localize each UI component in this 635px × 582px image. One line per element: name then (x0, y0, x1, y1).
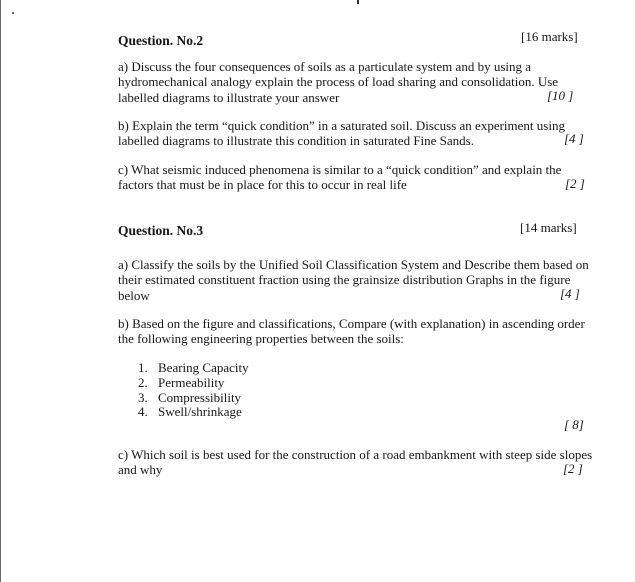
top-tick-mark (357, 0, 359, 4)
q2b-mark: [4 ] (564, 131, 584, 146)
q2a-line3: labelled diagrams to illustrate your answer (118, 90, 340, 105)
q3b-line2: the following engineering properties between the soils: (118, 331, 404, 346)
q3a-mark: [4 ] (560, 286, 580, 301)
list-item-text: Bearing Capacity (158, 360, 249, 375)
q2c-mark: [2 ] (565, 176, 585, 191)
q2c-line2: factors that must be in place for this to occur in real life (118, 177, 407, 192)
q2a-line1: a) Discuss the four consequences of soils as a particulate system and by using a (118, 59, 532, 74)
stray-dot (12, 12, 14, 14)
list-item-number: 3. (138, 390, 148, 405)
list-item-number: 2. (138, 375, 148, 390)
list-item (138, 375, 224, 390)
q3a-line3: below (118, 288, 150, 303)
q3c-mark: [2 ] (563, 461, 583, 476)
q2a-mark: [10 ] (547, 88, 574, 103)
list-item (138, 360, 249, 375)
q3b-mark: [ 8] (564, 417, 584, 432)
list-item-number: 1. (138, 360, 148, 375)
list-item (138, 390, 241, 405)
list-item (138, 404, 242, 419)
q2b-line2: labelled diagrams to illustrate this condition in saturated Fine Sands. (118, 133, 474, 148)
q2b-line1: b) Explain the term “quick condition” in a saturated soil. Discuss an experiment using (118, 118, 565, 133)
page-edge-line (0, 0, 1, 582)
list-item-text: Swell/shrinkage (158, 404, 242, 419)
q3c-line2: and why (118, 462, 163, 477)
q2-marks: [16 marks] (521, 29, 578, 44)
q3b-line1: b) Based on the figure and classifications, Compare (with explanation) in ascending order (118, 316, 585, 331)
q2c-line1: c) What seismic induced phenomena is similar to a “quick condition” and explain the (118, 162, 562, 177)
list-item-text: Permeability (158, 375, 225, 390)
q3-title: Question. No.3 (118, 223, 204, 238)
q2a-line2: hydromechanical analogy explain the process of load sharing and consolidation. Use (118, 74, 559, 89)
q2-title: Question. No.2 (118, 33, 204, 48)
q3c-line1: c) Which soil is best used for the construction of a road embankment with steep side slopes (118, 447, 593, 462)
q3-marks: [14 marks] (520, 220, 577, 235)
list-item-text: Compressibility (158, 390, 242, 405)
list-item-number: 4. (138, 404, 148, 419)
q3a-line2: their estimated constituent fraction using the grainsize distribution Graphs in the figure (118, 272, 571, 287)
q3a-line1: a) Classify the soils by the Unified Soil Classification System and Describe them based on (118, 257, 589, 272)
